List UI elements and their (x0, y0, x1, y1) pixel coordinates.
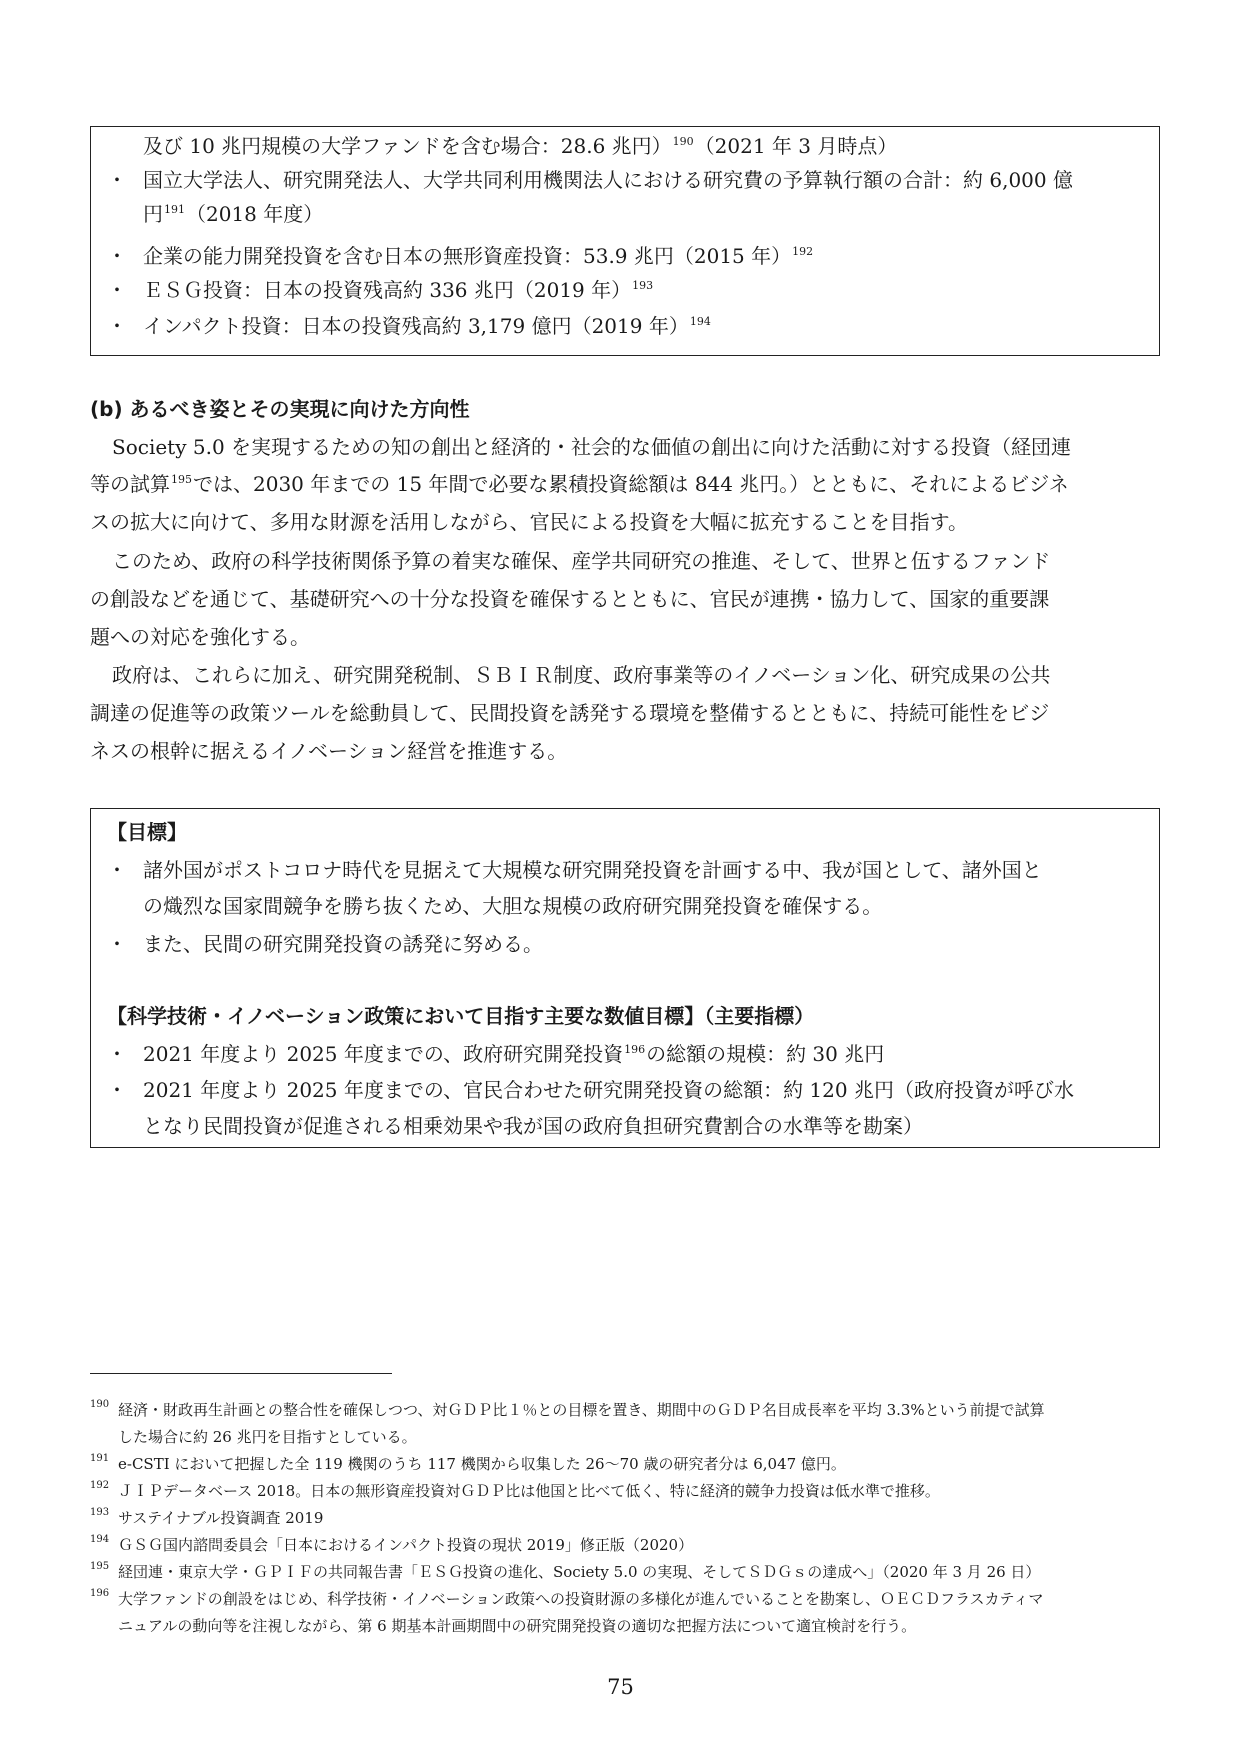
targets-box (90, 808, 1160, 1148)
bullet: ・ (107, 932, 127, 956)
target-heading: 【科学技術・イノベーション政策において目指す主要な数値目標】（主要指標） (107, 1004, 815, 1028)
investment-facts-box (90, 126, 1160, 356)
paragraph-text: 等の試算 (90, 472, 170, 496)
footnote-number: 196 (90, 1588, 110, 1599)
footnote-ref[interactable]: 193 (632, 279, 654, 292)
box-line-text-after: （2021 年 3 月時点） (694, 134, 898, 158)
list-item-continued (143, 197, 323, 231)
goal-heading: 【目標】 (107, 820, 187, 844)
footnote-text: ＧＳＧ国内諮問委員会「日本におけるインパクト投資の現状 2019」修正版（2020） (118, 1536, 694, 1554)
list-item-text: 諸外国がポストコロナ時代を見据えて大規模な研究開発投資を計画する中、我が国として、諸外国と (143, 858, 1042, 882)
footnote-number: 195 (90, 1561, 110, 1572)
footnote-number: 194 (90, 1534, 110, 1545)
list-item-text: （2018 年度） (186, 202, 324, 226)
footnote-number: 193 (90, 1507, 110, 1518)
paragraph-line: スの拡大に向けて、多用な財源を活用しながら、官民による投資を大幅に拡充することを目指す。 (90, 510, 968, 534)
page-number: 75 (607, 1675, 634, 1699)
footnote-text: ニュアルの動向等を注視しながら、第 6 期基本計画期間中の研究開発投資の適切な把握方法について適宜検討を行う。 (118, 1617, 917, 1635)
paragraph-line: 調達の促進等の政策ツールを総動員して、民間投資を誘発する環境を整備するとともに、持続可能性をビジ (90, 701, 1050, 725)
bullet: ・ (107, 244, 127, 268)
list-item-text: 企業の能力開発投資を含む日本の無形資産投資：53.9 兆円（2015 年） (143, 244, 792, 268)
footnote-number: 190 (90, 1399, 110, 1410)
list-item-continued: の熾烈な国家間競争を勝ち抜くため、大胆な規模の政府研究開発投資を確保する。 (143, 894, 883, 918)
footnote-text: サステイナブル投資調査 2019 (118, 1509, 324, 1527)
footnote-text: e-CSTI において把握した全 119 機関のうち 117 機関から収集した 26〜70 歳の研究者分は 6,047 億円。 (118, 1455, 846, 1473)
list-item-text: 国立大学法人、研究開発法人、大学共同利用機関法人における研究費の予算執行額の合計：約 6,000 億 (143, 168, 1073, 192)
bullet: ・ (107, 278, 127, 302)
paragraph-line: ネスの根幹に据えるイノベーション経営を推進する。 (90, 739, 568, 763)
list-item-text: 2021 年度より 2025 年度までの、政府研究開発投資 (143, 1042, 624, 1066)
paragraph-line: 題への対応を強化する。 (90, 625, 310, 649)
bullet: ・ (107, 168, 127, 192)
bullet: ・ (107, 314, 127, 338)
footnote-text: した場合に約 26 兆円を目指すとしている。 (118, 1428, 417, 1446)
list-item-text: 円 (143, 202, 163, 226)
paragraph-line (90, 467, 1069, 501)
footnote-number: 192 (90, 1480, 110, 1491)
bullet: ・ (107, 1078, 127, 1102)
bullet: ・ (107, 858, 127, 882)
paragraph-line: このため、政府の科学技術関係予算の着実な確保、産学共同研究の推進、そして、世界と伍するファンド (112, 549, 1051, 573)
footnote-ref[interactable]: 191 (164, 203, 185, 216)
list-item-text: インパクト投資：日本の投資残高約 3,179 億円（2019 年） (143, 314, 689, 338)
paragraph-text: では、2030 年までの 15 年間で必要な累積投資総額は 844 兆円。）とともに、それによるビジネ (193, 472, 1069, 496)
list-item-text: また、民間の研究開発投資の誘発に努める。 (143, 932, 543, 956)
footnote-text: 経団連・東京大学・ＧＰＩＦの共同報告書「ＥＳＧ投資の進化、Society 5.0 の実現、そしてＳＤＧｓの達成へ」（2020 年 3 月 26 日） (118, 1563, 1041, 1581)
footnote-ref[interactable]: 194 (689, 315, 711, 328)
footnote-text: 経済・財政再生計画との整合性を確保しつつ、対ＧＤＰ比１％との目標を置き、期間中のＧＤＰ名目成長率を平均 3.3%という前提で試算 (118, 1401, 1045, 1419)
box-line-continued (143, 129, 897, 163)
bullet: ・ (107, 1042, 127, 1066)
list-item-text: 2021 年度より 2025 年度までの、官民合わせた研究開発投資の総額：約 120 兆円（政府投資が呼び水 (143, 1078, 1074, 1102)
paragraph-line: Society 5.0 を実現するための知の創出と経済的・社会的な価値の創出に向けた活動に対する投資（経団連 (112, 435, 1072, 459)
paragraph-line: の創設などを通じて、基礎研究への十分な投資を確保するとともに、官民が連携・協力して、国家的重要課 (90, 587, 1050, 611)
section-heading: (b) あるべき姿とその実現に向けた方向性 (90, 397, 470, 421)
list-item-text: ＥＳＧ投資：日本の投資残高約 336 兆円（2019 年） (143, 278, 632, 302)
footnote-text: 大学ファンドの創設をはじめ、科学技術・イノベーション政策への投資財源の多様化が進んでいることを勘案し、ＯＥＣＤフラスカティマ (118, 1590, 1044, 1608)
box-line-text: 及び 10 兆円規模の大学ファンドを含む場合：28.6 兆円） (143, 134, 672, 158)
list-item-text: の総額の規模：約 30 兆円 (646, 1042, 885, 1066)
paragraph-line: 政府は、これらに加え、研究開発税制、ＳＢＩＲ制度、政府事業等のイノベーション化、研究成果の公共 (112, 663, 1051, 687)
footnote-text: ＪＩＰデータベース 2018。日本の無形資産投資対ＧＤＰ比は他国と比べて低く、特に経済的競争力投資は低水準で推移。 (118, 1482, 940, 1500)
footnote-divider (90, 1373, 392, 1374)
footnote-number: 191 (90, 1453, 110, 1464)
footnote-ref[interactable]: 195 (171, 473, 192, 486)
list-item-continued: となり民間投資が促進される相乗効果や我が国の政府負担研究費割合の水準等を勘案） (143, 1114, 923, 1138)
footnote-ref[interactable]: 196 (624, 1043, 646, 1056)
footnote-ref[interactable]: 192 (792, 245, 814, 258)
footnote-ref[interactable]: 190 (672, 135, 694, 148)
